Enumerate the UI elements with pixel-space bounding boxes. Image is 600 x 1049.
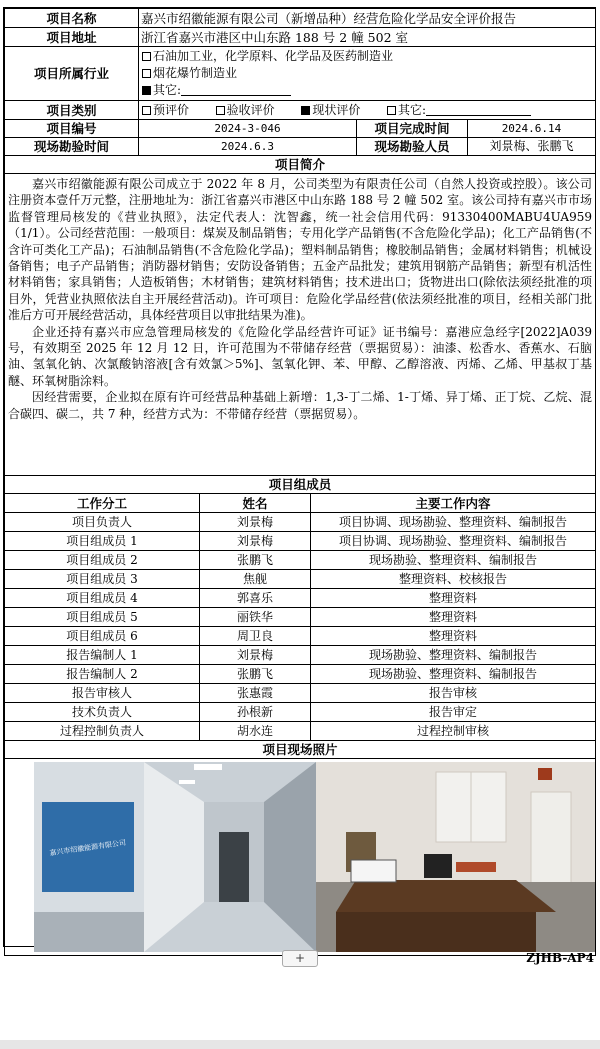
intro-paragraph-2: 企业还持有嘉兴市应急管理局核发的《危险化学品经营许可证》证书编号：嘉港应急经字[2022]A039 号，有效期至 2025 年 12 月 12 日，许可范围为不带储存经营（票据贸易）：油漆、松香水、香蕉水、石脑油、氢氧化钠、次氯酸钠溶液[含有效氯＞5%]、氢氧化钾、苯、甲醇、乙醇溶液、丙烯、乙烯、甲基叔丁基醚、环氧树脂涂料。 xyxy=(8,324,592,388)
team-role-cell: 项目组成员 5 xyxy=(5,608,200,627)
team-name-cell: 焦舰 xyxy=(200,570,311,589)
table-row xyxy=(5,703,596,722)
corridor-photo-image xyxy=(34,762,316,952)
evaluation-form xyxy=(3,7,596,947)
intro-title: 项目简介 xyxy=(5,156,596,174)
intro-body xyxy=(5,174,596,476)
team-role-cell: 项目组成员 2 xyxy=(5,551,200,570)
photos-cell xyxy=(5,759,596,956)
checkbox-icon[interactable] xyxy=(142,69,151,78)
checkbox-checked-icon[interactable] xyxy=(301,106,310,115)
industry-label: 项目所属行业 xyxy=(5,47,139,101)
info-table xyxy=(4,8,596,476)
table-row xyxy=(5,513,596,532)
team-work-cell: 整理资料、校核报告 xyxy=(311,570,596,589)
type-options xyxy=(139,101,596,120)
team-name-cell: 张鹏飞 xyxy=(200,665,311,684)
checkbox-icon[interactable] xyxy=(387,106,396,115)
team-work-cell: 现场勘验、整理资料、编制报告 xyxy=(311,646,596,665)
other-underline xyxy=(181,83,291,96)
project-address-label: 项目地址 xyxy=(5,28,139,47)
team-work-cell: 现场勘验、整理资料、编制报告 xyxy=(311,551,596,570)
table-row xyxy=(5,608,596,627)
industry-options xyxy=(139,47,596,101)
table-row xyxy=(5,570,596,589)
done-time-label: 项目完成时间 xyxy=(357,120,468,138)
checkbox-icon[interactable] xyxy=(216,106,225,115)
bottom-scrollbar[interactable] xyxy=(0,1040,600,1049)
team-name-cell: 张惠霞 xyxy=(200,684,311,703)
industry-option-other[interactable]: 其它: xyxy=(141,82,593,99)
form-code: ZJHB-AP4 xyxy=(526,951,594,965)
intro-paragraph-1: 嘉兴市绍徽能源有限公司成立于 2022 年 8 月，公司类型为有限责任公司（自然人投资或控股）。该公司注册资本壹仟万元整，注册地址为：浙江省嘉兴市港区中山东路 188 号 2 幢 502 室。该公司持有嘉兴市市场监督管理局核发的《营业执照》，法定代表人：沈智鑫，统一社会信用代码：91330400MABU4UA959（1/1）。公司经营范围：一般项目：煤炭及制品销售；专用化学产品销售(不含危险化学品)；化工产品销售(不含许可类化工产品)；石油制品销售(不含危险化学品)；塑料制品销售；橡胶制品销售；金属材料销售；机械设备销售；电子产品销售；消防器材销售；安防设备销售；五金产品批发；建筑用钢筋产品销售；新型有机活性材料销售；家具销售；人造板销售；木材销售；建筑材料销售；技术进出口；货物进出口(除依法须经批准的项目外，凭营业执照依法自主开展经营活动)。许可项目：危险化学品经营(依法须经批准的项目，经相关部门批准后方可开展经营活动，具体经营项目以审批结果为准)。 xyxy=(8,177,592,323)
team-role-cell: 报告审核人 xyxy=(5,684,200,703)
team-name-cell: 刘景梅 xyxy=(200,513,311,532)
team-role-cell: 项目组成员 6 xyxy=(5,627,200,646)
team-table xyxy=(4,475,596,956)
team-rows xyxy=(5,513,596,741)
team-name-cell: 张鹏飞 xyxy=(200,551,311,570)
survey-time-label: 现场勘验时间 xyxy=(5,138,139,156)
team-work-cell: 整理资料 xyxy=(311,627,596,646)
team-role-cell: 报告编制人 2 xyxy=(5,665,200,684)
team-work-cell: 整理资料 xyxy=(311,608,596,627)
team-role-cell: 报告编制人 1 xyxy=(5,646,200,665)
type-option-other[interactable]: 其它: xyxy=(386,103,531,117)
col-name-header: 姓名 xyxy=(200,494,311,513)
team-role-cell: 项目组成员 4 xyxy=(5,589,200,608)
team-work-cell: 项目协调、现场勘验、整理资料、编制报告 xyxy=(311,513,596,532)
team-name-cell: 丽铁华 xyxy=(200,608,311,627)
table-row xyxy=(5,532,596,551)
team-name-cell: 郭喜乐 xyxy=(200,589,311,608)
table-row xyxy=(5,722,596,741)
team-name-cell: 孙根新 xyxy=(200,703,311,722)
intro-paragraph-3: 因经营需要，企业拟在原有许可经营品种基础上新增：1,3-丁二烯、1-丁烯、异丁烯、正丁烷、乙烷、混合碳四、碳二，共 7 种，经营方式为：不带储存经营（票据贸易）。 xyxy=(8,390,592,421)
other-underline xyxy=(426,103,531,116)
industry-option-fireworks[interactable]: 烟花爆竹制造业 xyxy=(141,65,593,82)
team-work-cell: 项目协调、现场勘验、整理资料、编制报告 xyxy=(311,532,596,551)
team-role-cell: 技术负责人 xyxy=(5,703,200,722)
team-role-cell: 项目组成员 3 xyxy=(5,570,200,589)
table-row xyxy=(5,665,596,684)
project-name-value: 嘉兴市绍徽能源有限公司（新增品种）经营危险化学品安全评价报告 xyxy=(139,9,596,28)
photos-title: 项目现场照片 xyxy=(5,741,596,759)
checkbox-checked-icon[interactable] xyxy=(142,86,151,95)
table-row xyxy=(5,589,596,608)
project-address-value: 浙江省嘉兴市港区中山东路 188 号 2 幢 502 室 xyxy=(139,28,596,47)
type-option-accept[interactable]: 验收评价 xyxy=(215,103,275,117)
checkbox-icon[interactable] xyxy=(142,106,151,115)
team-name-cell: 胡水连 xyxy=(200,722,311,741)
col-role-header: 工作分工 xyxy=(5,494,200,513)
done-time-value: 2024.6.14 xyxy=(468,120,596,138)
code-label: 项目编号 xyxy=(5,120,139,138)
type-option-pre[interactable]: 预评价 xyxy=(141,103,189,117)
add-button[interactable]: + xyxy=(282,950,318,967)
team-work-cell: 整理资料 xyxy=(311,589,596,608)
team-work-cell: 报告审定 xyxy=(311,703,596,722)
team-work-cell: 报告审核 xyxy=(311,684,596,703)
svg-text:嘉兴市绍徽能源有限公司: 嘉兴市绍徽能源有限公司 xyxy=(49,838,127,858)
office-photo xyxy=(316,762,596,952)
team-work-cell: 现场勘验、整理资料、编制报告 xyxy=(311,665,596,684)
survey-staff-label: 现场勘验人员 xyxy=(357,138,468,156)
table-row xyxy=(5,684,596,703)
team-title: 项目组成员 xyxy=(5,476,596,494)
team-work-cell: 过程控制审核 xyxy=(311,722,596,741)
team-role-cell: 项目负责人 xyxy=(5,513,200,532)
corridor-photo xyxy=(34,762,316,952)
col-work-header: 主要工作内容 xyxy=(311,494,596,513)
team-role-cell: 过程控制负责人 xyxy=(5,722,200,741)
industry-option-chem[interactable]: 石油加工业，化学原料、化学品及医药制造业 xyxy=(141,48,593,65)
team-role-cell: 项目组成员 1 xyxy=(5,532,200,551)
table-row xyxy=(5,646,596,665)
team-name-cell: 刘景梅 xyxy=(200,646,311,665)
type-label: 项目类别 xyxy=(5,101,139,120)
survey-staff-value: 刘景梅、张鹏飞 xyxy=(468,138,596,156)
project-name-label: 项目名称 xyxy=(5,9,139,28)
code-value: 2024-3-046 xyxy=(139,120,357,138)
team-name-cell: 周卫良 xyxy=(200,627,311,646)
checkbox-icon[interactable] xyxy=(142,52,151,61)
table-row xyxy=(5,551,596,570)
table-row xyxy=(5,627,596,646)
office-photo-image xyxy=(316,762,596,952)
team-name-cell: 刘景梅 xyxy=(200,532,311,551)
type-option-current[interactable]: 现状评价 xyxy=(300,103,360,117)
survey-time-value: 2024.6.3 xyxy=(139,138,357,156)
